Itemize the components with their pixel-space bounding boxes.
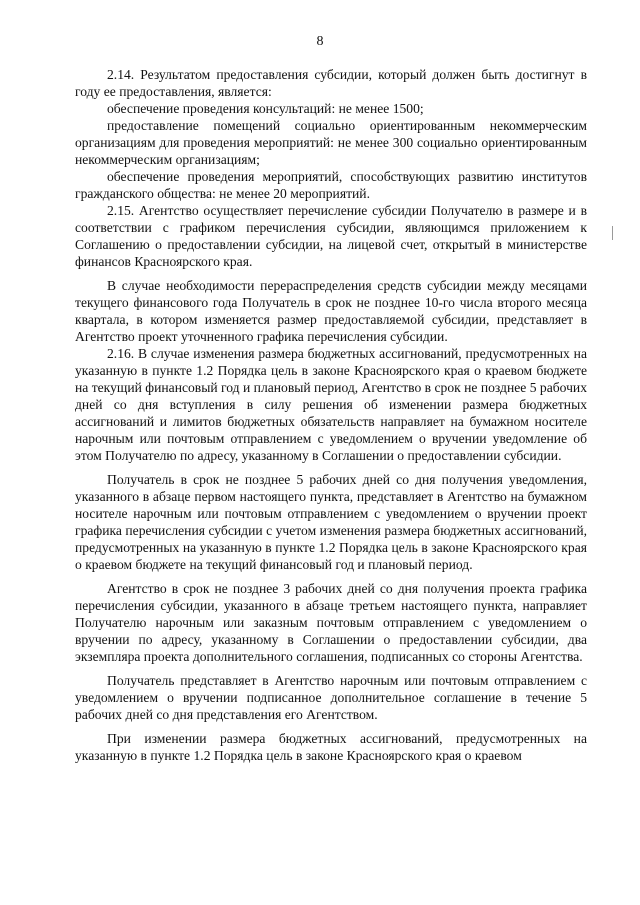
paragraph-budget-change: При изменении размера бюджетных ассигнований, предусмотренных на указанную в пункте 1.2 Порядка цель в законе Красноярского края о краевом — [75, 731, 587, 763]
paragraph-premises: предоставление помещений социально ориентированным некоммерческим организациям для проведения мероприятий: не менее 300 социально ориентированным некоммерческим организациям; — [75, 118, 587, 167]
paragraph-recipient-schedule: Получатель в срок не позднее 5 рабочих дней со дня получения уведомления, указанного в абзаце первом настоящего пункта, представляет в Агентство на бумажном носителе нарочным или почтовым отправлением с уведомлением о вручении проект графика перечисления субсидии с учетом изменения размера бюджетных ассигнований, предусмотренных на указанную в пункте 1.2 Порядка цель в законе Красноярского края о краевом бюджете на текущий финансовый год и плановый период. — [75, 472, 587, 572]
paragraph-recipient-signed: Получатель представляет в Агентство нарочным или почтовым отправлением с уведомлением о вручении подписанное дополнительное соглашение в течение 5 рабочих дней со дня представления его Агентством. — [75, 673, 587, 722]
paragraph-consultations: обеспечение проведения консультаций: не менее 1500; — [107, 101, 424, 116]
paragraph-redistribution: В случае необходимости перераспределения средств субсидии между месяцами текущего финансового года Получатель в срок не позднее 10-го числа второго месяца квартала, в котором изменяется размер предоставляемой субсидии, представляет в Агентство проект уточненного графика перечисления субсидии. — [75, 278, 587, 344]
document-body — [75, 66, 587, 764]
paragraph-2-14: 2.14. Результатом предоставления субсидии, который должен быть достигнут в году ее предоставления, является: — [75, 67, 587, 99]
paragraph-events: обеспечение проведения мероприятий, способствующих развитию институтов гражданского общества: не менее 20 мероприятий. — [75, 169, 587, 201]
paragraph-agency-agreement: Агентство в срок не позднее 3 рабочих дней со дня получения проекта графика перечисления субсидии, указанного в абзаце третьем настоящего пункта, направляет Получателю нарочным или заказным почтовым отправлением с уведомлением о вручении по адресу, указанному в Соглашении о предоставлении субсидии, два экземпляра проекта дополнительного соглашения, подписанных со стороны Агентства. — [75, 581, 587, 664]
page-number: 8 — [316, 34, 324, 49]
paragraph-2-16: 2.16. В случае изменения размера бюджетных ассигнований, предусмотренных на указанную в пункте 1.2 Порядка цель в законе Красноярского края о краевом бюджете на текущий финансовый год и плановый период, Агентство в срок не позднее 5 рабочих дней со дня вступления в силу решения об изменении размера бюджетных ассигнований и лимитов бюджетных обязательств направляет на бумажном носителе нарочным или почтовым отправлением с уведомлением о вручении уведомление об этом Получателю по адресу, указанному в Соглашении о предоставлении субсидии. — [75, 346, 587, 463]
margin-mark — [612, 226, 613, 240]
paragraph-2-15: 2.15. Агентство осуществляет перечисление субсидии Получателю в размере и в соответствии с графиком перечисления субсидии, являющимся приложением к Соглашению о предоставлении субсидии, на лицевой счет, открытый в министерстве финансов Красноярского края. — [75, 203, 587, 269]
